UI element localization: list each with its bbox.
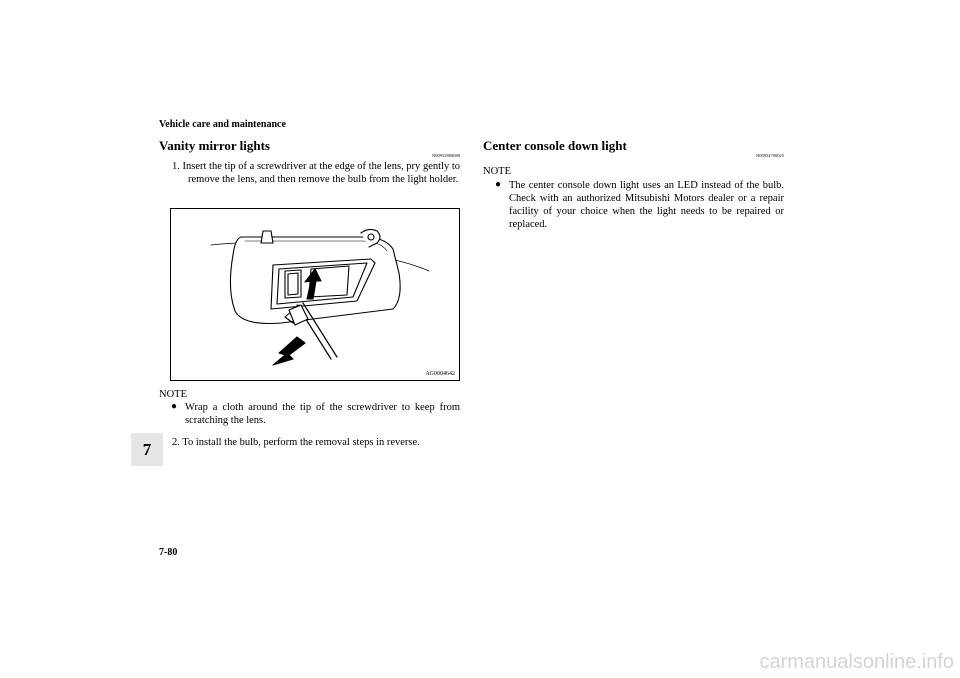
section-heading-center-console-down-light: Center console down light [483,138,627,153]
watermark: carmanualsonline.info [759,651,954,673]
section-code: N00952800080 [432,153,460,158]
sun-visor-illustration [171,209,459,380]
figure-label: AG0004642 [425,371,455,377]
running-header: Vehicle care and maintenance [159,119,286,130]
section-code: N00954700025 [756,153,784,158]
note-text: Wrap a cloth around the tip of the screwdriver to keep from scratching the lens. [185,402,460,426]
figure-sun-visor-bulb-removal [170,208,460,381]
page-number: 7-80 [159,547,178,558]
step-2-text: 2. To install the bulb, perform the removal steps in reverse. [172,437,420,448]
step-1-text: 1. Insert the tip of a screwdriver at the edge of the lens, pry gently to remove the lens, and then remove the bulb from the light holder. [172,161,460,185]
note-label: NOTE [483,166,511,177]
chapter-number: 7 [142,440,152,459]
bullet-icon: ● [171,401,178,412]
section-heading-vanity-mirror-lights: Vanity mirror lights [159,138,270,153]
note-label: NOTE [159,389,187,400]
bullet-icon: ● [495,179,502,190]
note-text: The center console down light uses an LED instead of the bulb. Check with an authorized Mitsubishi Motors dealer or a repair facility of your choice when the light needs to be repaired or replaced. [509,180,784,230]
